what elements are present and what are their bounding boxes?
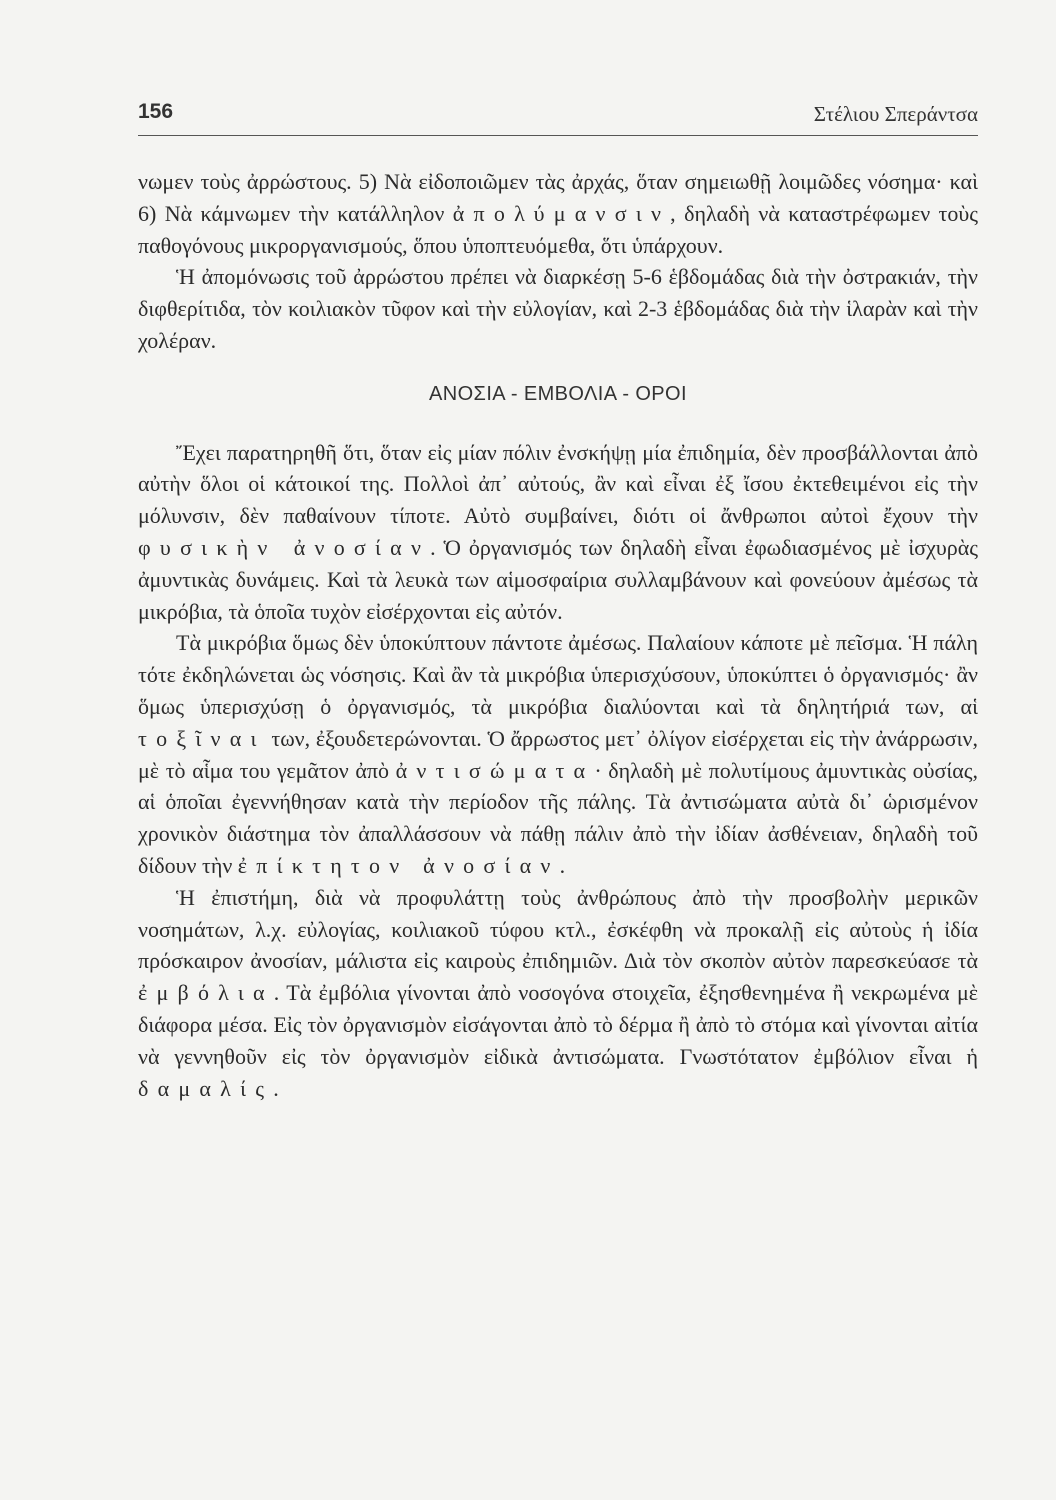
emphasis-term: ἀντισώματα	[395, 757, 595, 783]
section-heading: ΑΝΟΣΙΑ - ΕΜΒΟΛΙΑ - ΟΡΟΙ	[429, 382, 687, 405]
header-rule	[138, 135, 978, 136]
running-head	[138, 100, 978, 134]
body-text	[138, 166, 978, 1104]
running-head-author: Στέλιου Σπεράντσα	[813, 102, 978, 126]
paragraph-acquired-immunity: Τὰ μικρόβια ὅμως δὲν ὑποκύπτουν πάντοτε ἀμέσως. Παλαίουν κάποτε μὲ πεῖσμα. Ἡ πάλη τότε ἐκδηλώνεται ὡς νόσησις. Καὶ ἂν τὰ μικρόβια ὑπερισχύσουν, ὑποκύπτει ὁ ὀργανισμός· ἂν ὅμως ὑπερισχύσῃ ὁ ὀργανισμός, τὰ μικρόβια διαλύονται καὶ τὰ δηλητήριά των, αἱ τοξῖναι των, ἐξουδετερώνονται. Ὁ ἄρρωστος μετ᾽ ὀλίγον εἰσέρχεται εἰς τὴν ἀνάρρωσιν, μὲ τὸ αἷμα του γεμᾶτον ἀπὸ ἀντισώματα· δηλαδὴ μὲ πολυτίμους ἀμυντικὰς οὐσίας, αἱ ὁποῖαι ἐγεννήθησαν κατὰ τὴν περίοδον τῆς πάλης. Τὰ ἀντισώματα αὐτὰ δι᾽ ὡρισμένον χρονικὸν διάστημα τὸν ἀπαλλάσσουν νὰ πάθῃ πάλιν ἀπὸ τὴν ἰδίαν ἀσθένειαν, δηλαδὴ τοῦ δίδουν τὴν ἐπίκτητον ἀνοσίαν.	[138, 630, 978, 878]
emphasis-term: φυσικὴν ἀνοσίαν	[138, 534, 431, 560]
paragraph-vaccines: Ἡ ἐπιστήμη, διὰ νὰ προφυλάττῃ τοὺς ἀνθρώπους ἀπὸ τὴν προσβολὴν μερικῶν νοσημάτων, λ.χ. εὐλογίας, κοιλιακοῦ τύφου κτλ., ἐσκέφθη νὰ προκαλῇ εἰς αὐτοὺς ἡ ἰδία πρόσκαιρον ἀνοσίαν, μάλιστα εἰς καιροὺς ἐπιδημιῶν. Διὰ τὸν σκοπὸν αὐτὸν παρεσκεύασε τὰ ἐμβόλια. Τὰ ἐμβόλια γίνονται ἀπὸ νοσογόνα στοιχεῖα, ἐξησθενημένα ἢ νεκρωμένα μὲ διάφορα μέσα. Εἰς τὸν ὀργανισμὸν εἰσάγονται ἀπὸ τὸ δέρμα ἢ ἀπὸ τὸ στόμα καὶ γίνονται αἰτία νὰ γεννηθοῦν εἰς τὸν ὀργανισμὸν εἰδικὰ ἀντισώματα. Γνωστότατον ἐμβόλιον εἶναι ἡ δαμαλίς.	[138, 884, 978, 1101]
emphasis-term: δαμαλίς	[138, 1075, 274, 1101]
paragraph-continuation: νωμεν τοὺς ἀρρώστους. 5) Νὰ εἰδοποιῶμεν τὰς ἀρχάς, ὅταν σημειωθῇ λοιμῶδες νόσημα· καὶ 6) Νὰ κάμνωμεν τὴν κατάλληλον ἀπολύμανσιν, δηλαδὴ νὰ καταστρέφωμεν τοὺς παθογόνους μικροργανισμούς, ὅπου ὑποπτευόμεθα, ὅτι ὑπάρχουν.	[138, 169, 979, 258]
emphasis-term: ἐπίκτητον ἀνοσίαν	[237, 852, 560, 878]
paragraph-natural-immunity: Ἔχει παρατηρηθῆ ὅτι, ὅταν εἰς μίαν πόλιν ἐνσκήψῃ μία ἐπιδημία, δὲν προσβάλλονται ἀπὸ αὐτὴν ὅλοι οἱ κάτοικοί της. Πολλοὶ ἀπ᾽ αὐτούς, ἂν καὶ εἶναι ἐξ ἴσου ἐκτεθειμένοι εἰς τὴν μόλυνσιν, δὲν παθαίνουν τίποτε. Αὐτὸ συμβαίνει, διότι οἱ ἄνθρωποι αὐτοὶ ἔχουν τὴν φυσικὴν ἀνοσίαν. Ὁ ὀργανισμός των δηλαδὴ εἶναι ἐφωδιασμένος μὲ ἰσχυρὰς ἀμυντικὰς δυνάμεις. Καὶ τὰ λευκὰ των αἱμοσφαίρια συλλαμβάνουν καὶ φονεύουν ἀμέσως τὰ μικρόβια, τὰ ὁποῖα τυχὸν εἰσέρχονται εἰς αὐτόν.	[138, 439, 978, 624]
emphasis-term: τοξῖναι	[138, 725, 266, 751]
page-number: 156	[138, 100, 174, 123]
emphasis-term: ἐμβόλια	[138, 980, 274, 1006]
paragraph-isolation: Ἡ ἀπομόνωσις τοῦ ἀρρώστου πρέπει νὰ διαρκέσῃ 5-6 ἑβδομάδας διὰ τὴν ὀστρακιάν, τὴν διφθερίτιδα, τὸν κοιλιακὸν τῦφον καὶ τὴν εὐλογίαν, καὶ 2-3 ἑβδομάδας διὰ τὴν ἱλαρὰν καὶ τὴν χολέραν.	[138, 264, 978, 353]
emphasis-term: ἀπολύμανσιν	[452, 200, 671, 226]
